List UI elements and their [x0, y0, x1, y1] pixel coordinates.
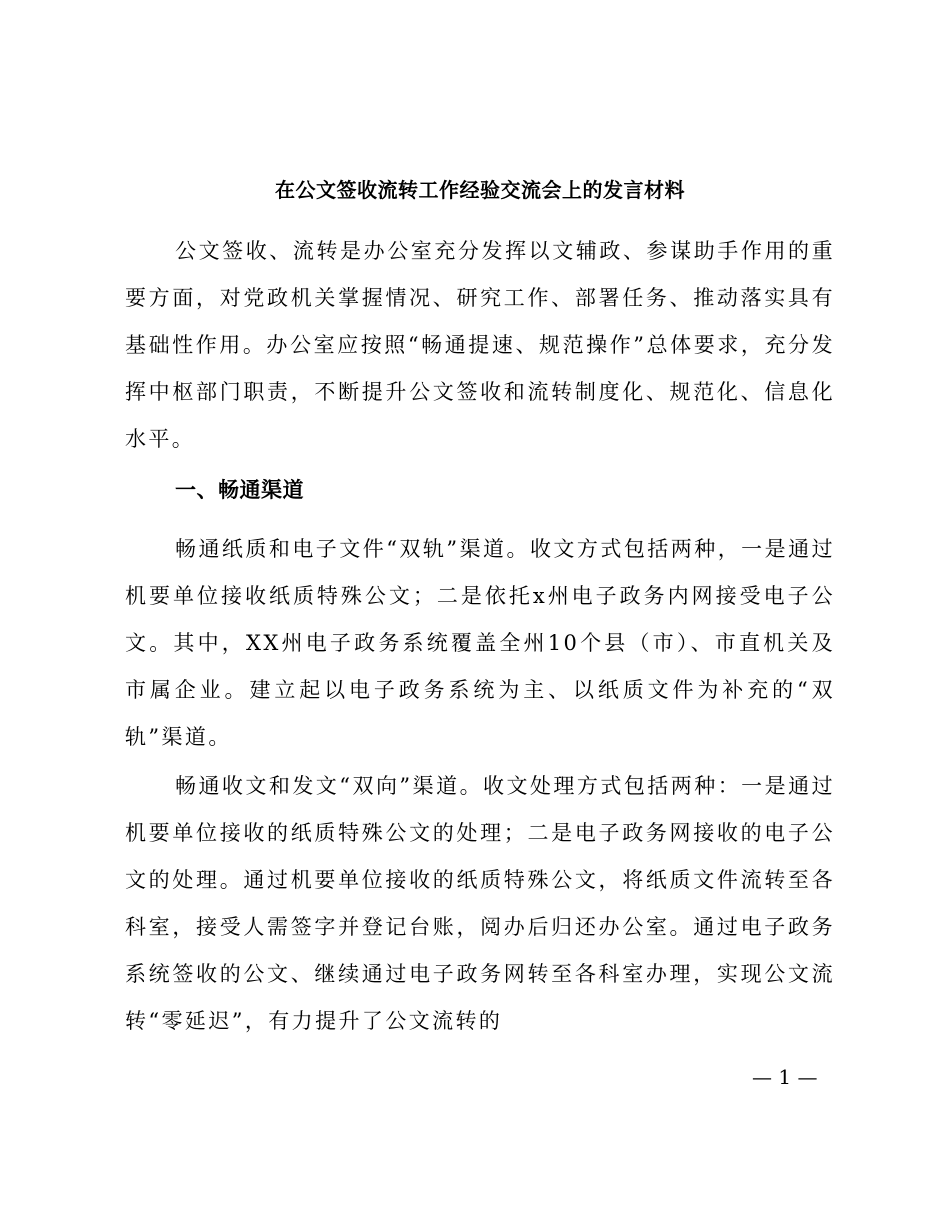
section-paragraph-2: 畅通收文和发文“双向”渠道。收文处理方式包括两种：一是通过机要单位接收的纸质特殊公文的处理；二是电子政务网接收的电子公文的处理。通过机要单位接收的纸质特殊公文，将纸质文件流转至各科室，接受人需签字并登记台账，阅办后归还办公室。通过电子政务系统签收的公文、继续通过电子政务网转至各科室办理，实现公文流转“零延迟”，有力提升了公文流转的	[125, 774, 835, 1033]
section-paragraph-1: 畅通纸质和电子文件“双轨”渠道。收文方式包括两种，一是通过机要单位接收纸质特殊公文；二是依托x州电子政务内网接受电子公文。其中，XX州电子政务系统覆盖全州10个县（市）、市直机关及市属企业。建立起以电子政务系统为主、以纸质文件为补充的“双轨”渠道。	[125, 537, 835, 749]
section-heading: 一、畅通渠道	[175, 478, 304, 502]
page-number: — 1 —	[752, 1065, 818, 1089]
document-title: 在公文签收流转工作经验交流会上的发言材料	[275, 178, 685, 202]
intro-paragraph: 公文签收、流转是办公室充分发挥以文辅政、参谋助手作用的重要方面，对党政机关掌握情况、研究工作、部署任务、推动落实具有基础性作用。办公室应按照“畅通提速、规范操作”总体要求，充分发挥中枢部门职责，不断提升公文签收和流转制度化、规范化、信息化水平。	[125, 239, 835, 451]
